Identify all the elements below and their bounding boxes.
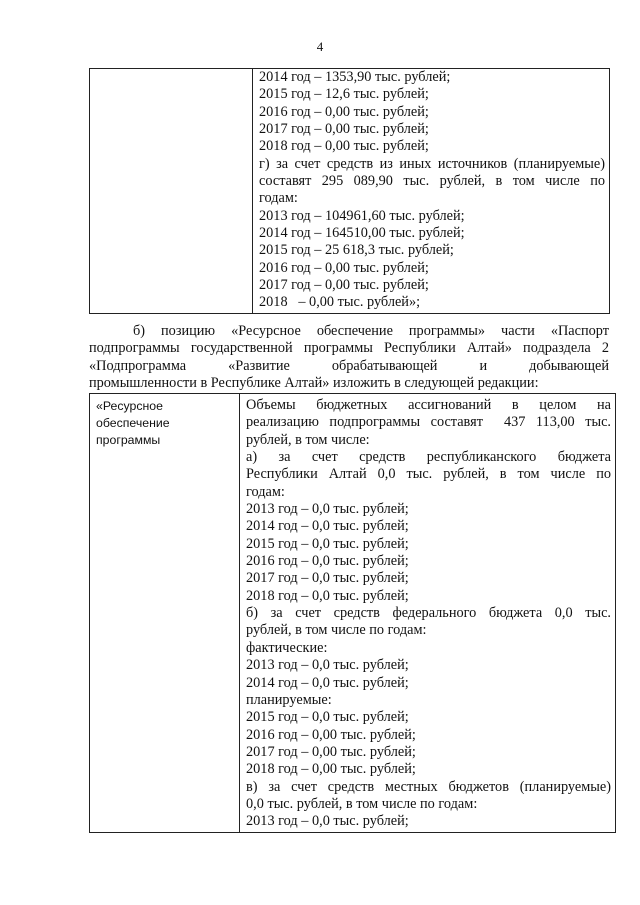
- text-line: годам:: [246, 483, 285, 500]
- funding-table-continued: [89, 68, 610, 314]
- text-line: Республики Алтай 0,0 тыс. рублей, в том числе по: [246, 466, 611, 483]
- table-cell-right: [253, 69, 610, 314]
- text-line: 2014 год – 0,0 тыс. рублей;: [246, 674, 409, 691]
- text-line: 2017 год – 0,0 тыс. рублей;: [246, 570, 409, 587]
- row-heading-line: программы: [96, 433, 161, 447]
- text-line: реализацию подпрограммы составят 437 113,00 тыс.: [246, 414, 611, 431]
- paragraph-line: подпрограммы государственной программы Республики Алтай» подраздела 2: [89, 340, 609, 357]
- text-line: годам:: [259, 190, 298, 207]
- text-line: составят 295 089,90 тыс. рублей, в том числе по: [259, 173, 605, 190]
- text-line: г) за счет средств из иных источников (планируемые): [259, 155, 605, 172]
- text-line: в) за счет средств местных бюджетов (планируемые): [246, 778, 611, 795]
- table-cell-left: [90, 394, 240, 833]
- text-line: 2015 год – 12,6 тыс. рублей;: [259, 86, 429, 103]
- text-line: 2018 год – 0,00 тыс. рублей;: [259, 138, 429, 155]
- text-line: 2018 – 0,00 тыс. рублей»;: [259, 294, 421, 311]
- text-line: 2017 год – 0,00 тыс. рублей;: [259, 121, 429, 138]
- text-line: 2014 год – 0,0 тыс. рублей;: [246, 518, 409, 535]
- text-line: 0,0 тыс. рублей, в том числе по годам:: [246, 795, 478, 812]
- amendment-paragraph: [89, 323, 609, 392]
- table-cell-right: [240, 394, 616, 833]
- text-line: 2016 год – 0,00 тыс. рублей;: [246, 726, 416, 743]
- paragraph-line: б) позицию «Ресурсное обеспечение программы» части «Паспорт: [133, 323, 609, 339]
- text-line: Объемы бюджетных ассигнований в целом на: [246, 397, 611, 413]
- funding-lines: [259, 69, 605, 312]
- text-line: 2016 год – 0,00 тыс. рублей;: [259, 103, 429, 120]
- text-line: 2015 год – 0,0 тыс. рублей;: [246, 709, 409, 726]
- text-line: планируемые:: [246, 691, 332, 708]
- text-line: 2017 год – 0,00 тыс. рублей;: [259, 277, 429, 294]
- text-line: 2013 год – 0,0 тыс. рублей;: [246, 657, 409, 674]
- text-line: 2016 год – 0,0 тыс. рублей;: [246, 553, 409, 570]
- text-line: 2013 год – 104961,60 тыс. рублей;: [259, 207, 465, 224]
- text-line: 2013 год – 0,0 тыс. рублей;: [246, 813, 409, 830]
- row-heading-line: «Ресурсное: [96, 399, 163, 413]
- row-heading-line: обеспечение: [96, 416, 170, 430]
- text-line: 2017 год – 0,00 тыс. рублей;: [246, 743, 416, 760]
- paragraph-line: «Подпрограмма «Развитие обрабатывающей и добывающей: [89, 357, 609, 374]
- paragraph-line: промышленности в Республике Алтай» изложить в следующей редакции:: [89, 375, 539, 392]
- text-line: 2018 год – 0,00 тыс. рублей;: [246, 761, 416, 778]
- text-line: б) за счет средств федерального бюджета 0,0 тыс.: [246, 605, 611, 622]
- table-cell-left: [90, 69, 253, 314]
- funding-lines: [246, 397, 611, 831]
- resource-provision-table: [89, 393, 616, 833]
- text-line: рублей, в том числе по годам:: [246, 622, 427, 639]
- text-line: 2015 год – 0,0 тыс. рублей;: [246, 535, 409, 552]
- text-line: 2015 год – 25 618,3 тыс. рублей;: [259, 242, 454, 259]
- table-row: [90, 394, 616, 833]
- text-line: 2014 год – 1353,90 тыс. рублей;: [259, 69, 451, 85]
- text-line: фактические:: [246, 639, 328, 656]
- table-row: [90, 69, 610, 314]
- text-line: 2014 год – 164510,00 тыс. рублей;: [259, 225, 465, 242]
- text-line: рублей, в том числе:: [246, 431, 370, 448]
- text-line: 2013 год – 0,0 тыс. рублей;: [246, 501, 409, 518]
- text-line: 2018 год – 0,0 тыс. рублей;: [246, 587, 409, 604]
- text-line: 2016 год – 0,00 тыс. рублей;: [259, 259, 429, 276]
- text-line: а) за счет средств республиканского бюджета: [246, 449, 611, 466]
- page-number: 4: [316, 39, 324, 54]
